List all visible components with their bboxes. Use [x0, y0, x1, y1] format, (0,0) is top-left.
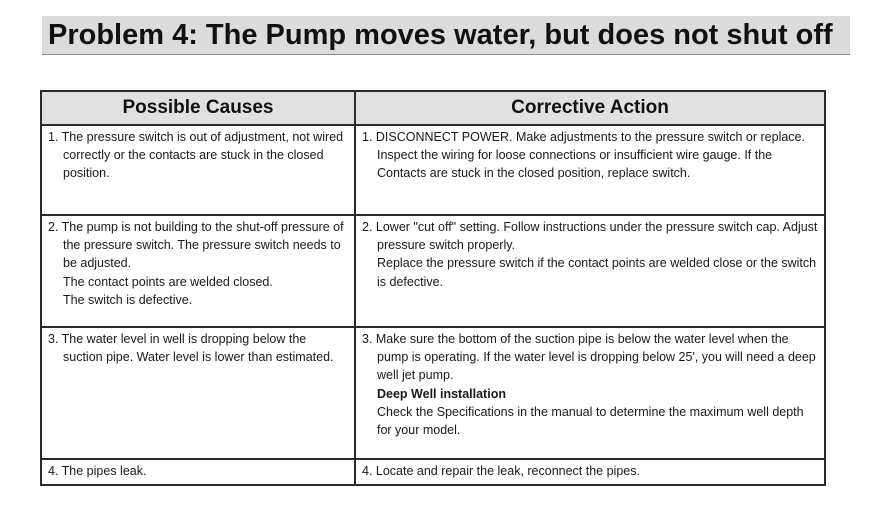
action-text: 1. DISCONNECT POWER. Make adjustments to the pressure switch or replace. Inspect the wiring for loose connections or insufficient wire gauge. If the Contacts are stuck in the closed position, replace switch.	[362, 130, 805, 181]
cause-cell	[41, 125, 355, 215]
cause-cell	[41, 459, 355, 485]
table-row	[41, 459, 825, 485]
action-text: 2. Lower "cut off" setting. Follow instructions under the pressure switch cap. Adjust pressure switch properly.	[362, 220, 818, 253]
action-cell	[355, 125, 825, 215]
cause-text: 1. The pressure switch is out of adjustment, not wired correctly or the contacts are stuck in the closed position.	[48, 130, 344, 181]
table-header-row	[41, 91, 825, 125]
action-text-line: Replace the pressure switch if the contact points are welded close or the switch is defective.	[377, 256, 817, 289]
cause-text-line: The contact points are welded closed.	[63, 274, 273, 289]
deep-well-subheading: Deep Well installation	[377, 386, 506, 401]
action-text-line: Check the Specifications in the manual to determine the maximum well depth for your model.	[377, 404, 804, 438]
table-row	[41, 125, 825, 215]
problem-title-banner	[42, 16, 850, 55]
action-cell	[355, 459, 825, 485]
problem-title: Problem 4: The Pump moves water, but does not shut off	[48, 19, 833, 51]
cause-cell	[41, 327, 355, 459]
table-row	[41, 215, 825, 327]
header-possible-causes: Possible Causes	[41, 91, 355, 125]
cause-cell	[41, 215, 355, 327]
cause-text: 2. The pump is not building to the shut-off pressure of the pressure switch. The pressure switch needs to be adjusted.	[48, 220, 344, 271]
cause-text: 3. The water level in well is dropping below the suction pipe. Water level is lower than estimated.	[48, 332, 334, 365]
action-cell	[355, 327, 825, 459]
action-cell	[355, 215, 825, 327]
action-text: 4. Locate and repair the leak, reconnect the pipes.	[362, 464, 640, 478]
cause-text-line: The switch is defective.	[63, 292, 193, 307]
header-corrective-action: Corrective Action	[355, 91, 825, 125]
cause-text: 4. The pipes leak.	[48, 464, 147, 478]
table-row	[41, 327, 825, 459]
action-text: 3. Make sure the bottom of the suction pipe is below the water level when the pump is operating. If the water level is dropping below 25', you will need a deep well jet pump.	[362, 332, 816, 383]
troubleshooting-table	[40, 90, 826, 486]
